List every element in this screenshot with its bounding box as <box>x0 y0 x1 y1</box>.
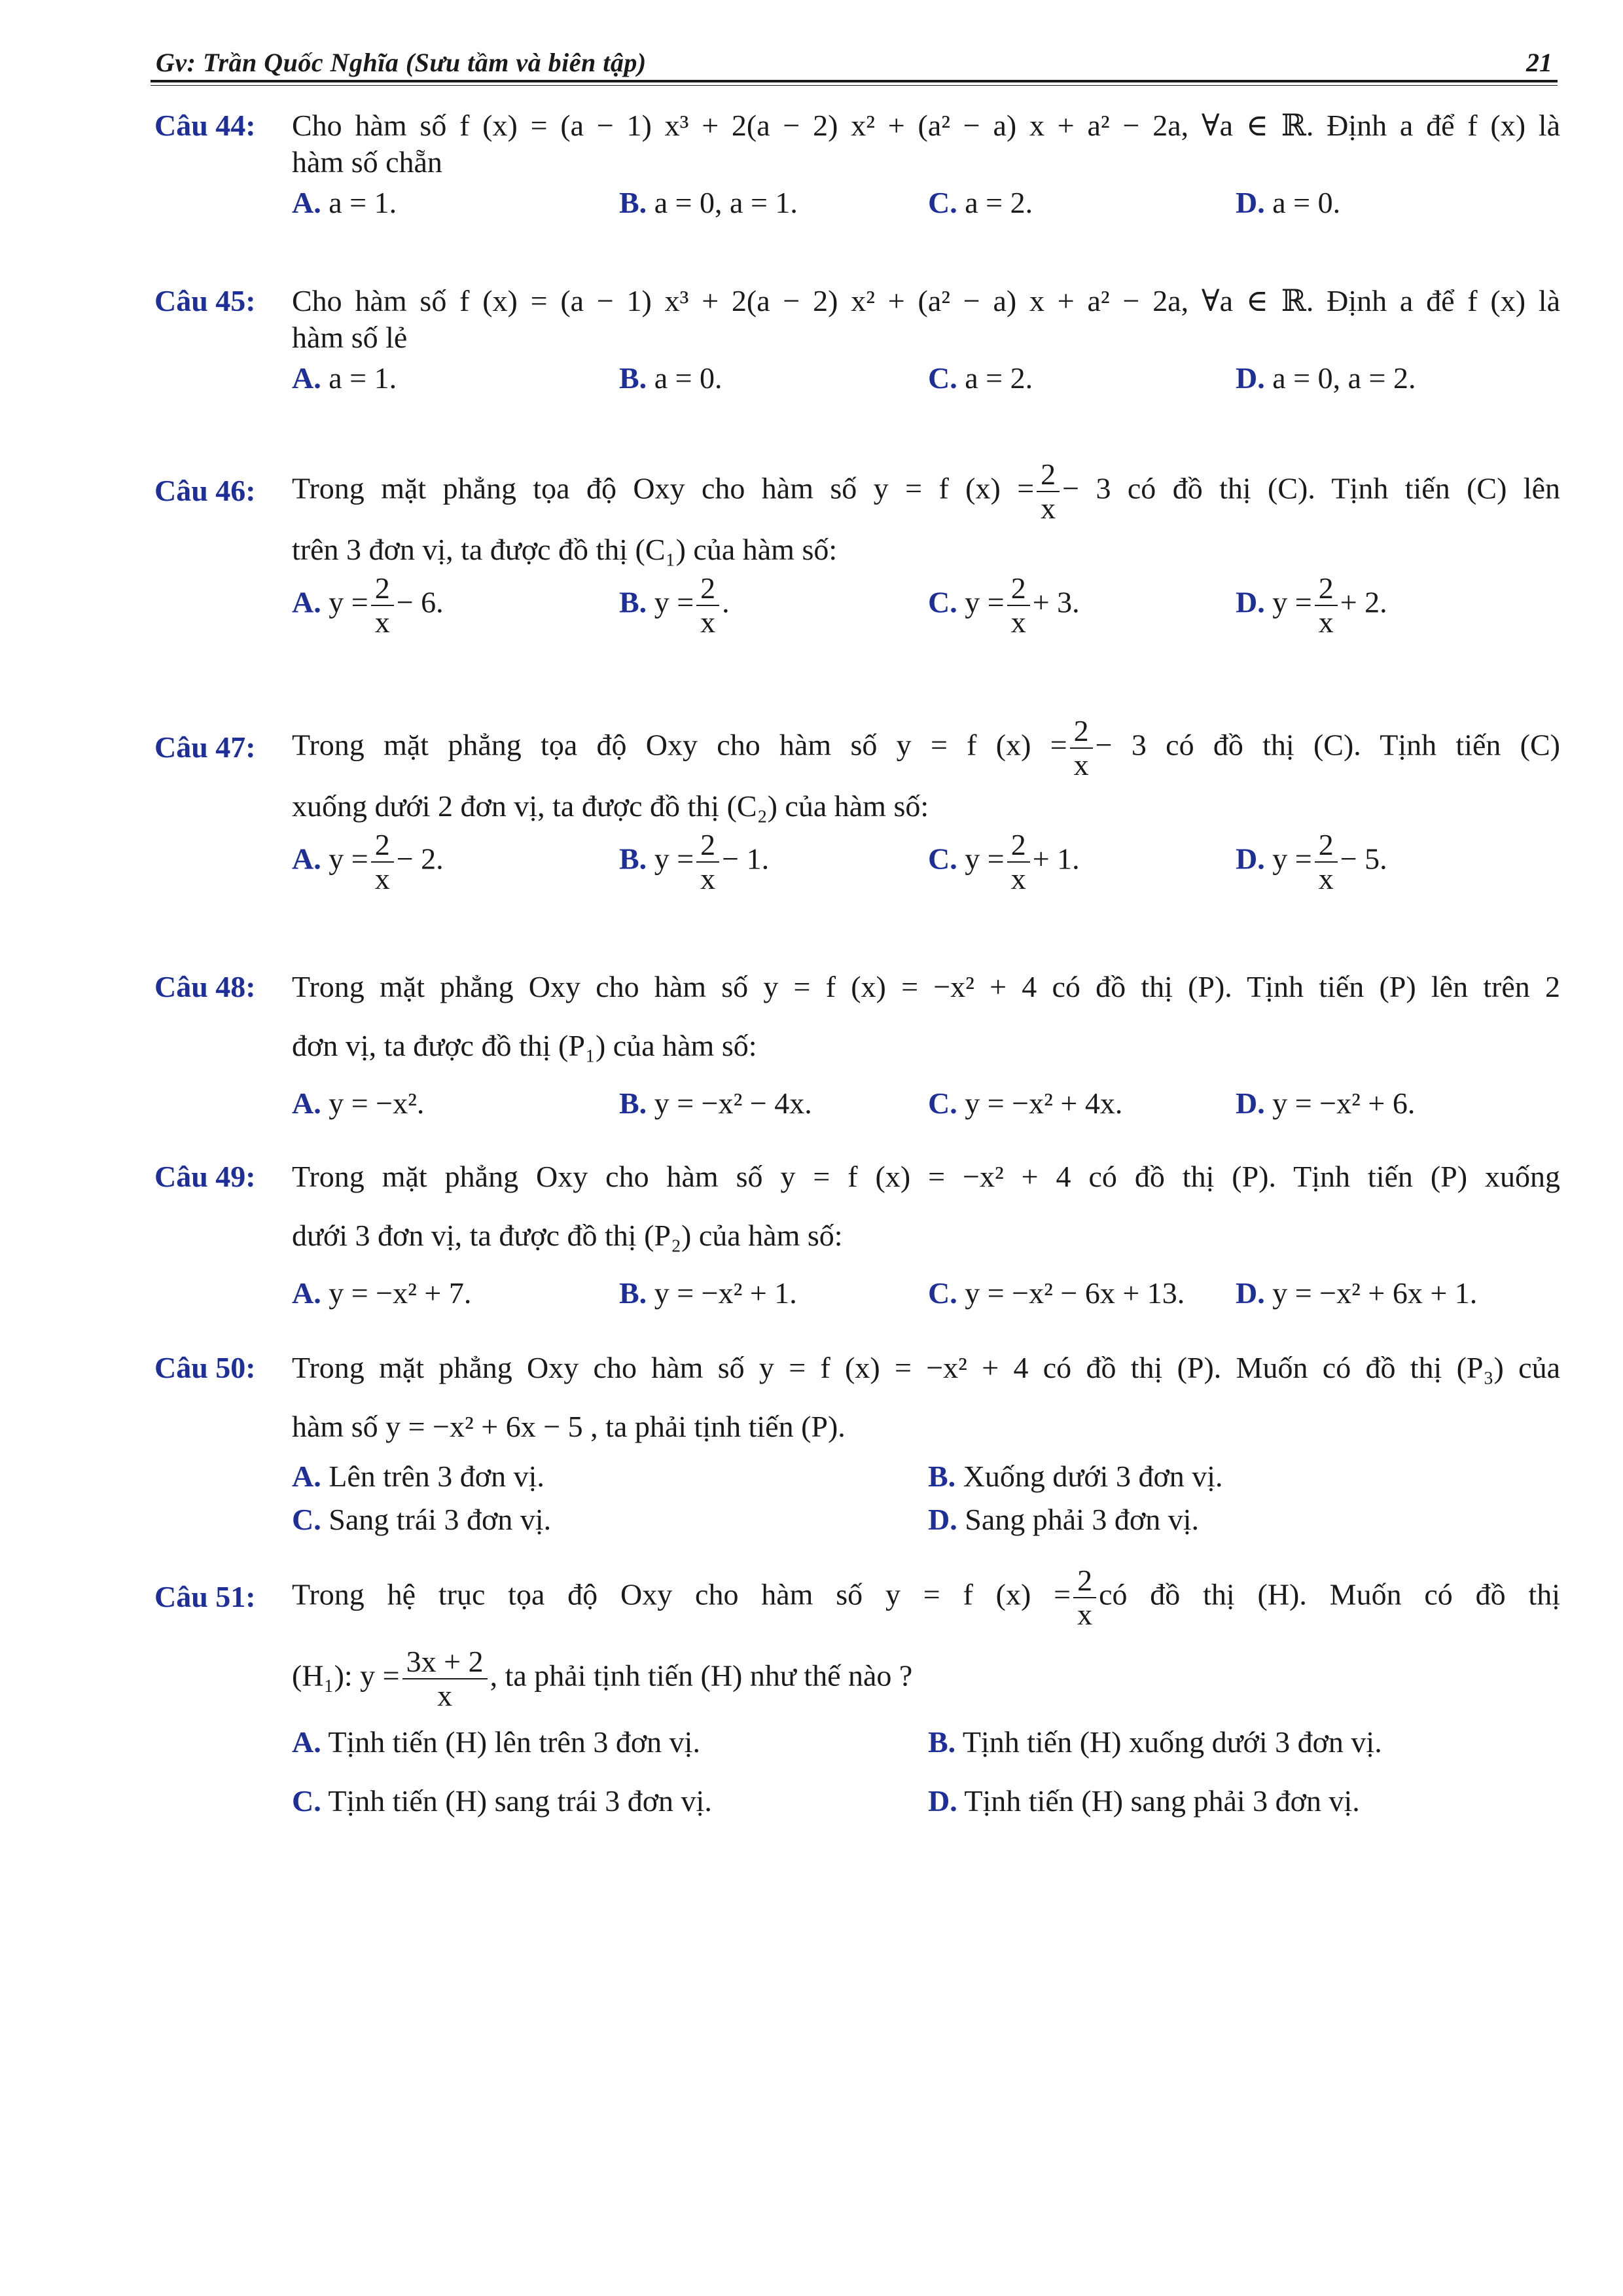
question-stem-line2: đơn vị, ta được đồ thị (P₁) của hàm số: <box>292 1029 757 1062</box>
option-b[interactable]: B. Tịnh tiến (H) xuống dưới 3 đơn vị. <box>928 1725 1382 1759</box>
question-stem: Trong mặt phẳng Oxy cho hàm số y = f (x) = −x² + 4 có đồ thị (P). Tịnh tiến (P) lên trên 2 <box>292 970 1560 1003</box>
stem-text: . Định a để f (x) là <box>1306 109 1561 142</box>
header-rule <box>151 80 1558 82</box>
question-48 <box>154 969 1560 1127</box>
question-label: Câu 48: <box>154 970 256 1003</box>
header-rule-thin <box>151 85 1558 86</box>
question-stem-line2: (H₁): y = $\frac{3x + 2}{x}$ , ta phải tịnh tiến (H) như thế nào ? <box>292 1645 913 1712</box>
question-49 <box>154 1158 1560 1317</box>
option-d[interactable]: D. Tịnh tiến (H) sang phải 3 đơn vị. <box>928 1784 1360 1818</box>
option-b[interactable]: B. y = $\frac{2}{x}$ − 1. <box>619 828 770 895</box>
question-stem-line2: hàm số lẻ <box>292 321 408 354</box>
stem-text: Cho hàm số <box>292 284 460 317</box>
option-b[interactable]: B. Xuống dưới 3 đơn vị. <box>928 1460 1223 1493</box>
option-b[interactable]: B. a = 0. <box>619 361 722 395</box>
option-a[interactable]: A. y = −x². <box>292 1086 425 1120</box>
option-c[interactable]: C. y = −x² − 6x + 13. <box>928 1276 1185 1310</box>
question-label: Câu 47: <box>154 730 256 764</box>
option-c[interactable]: C. Sang trái 3 đơn vị. <box>292 1503 552 1536</box>
question-stem-line2: dưới 3 đơn vị, ta được đồ thị (P₂) của hàm số: <box>292 1219 843 1252</box>
question-stem: Trong mặt phẳng tọa độ Oxy cho hàm số y = f (x) = $\frac{2}{x}$ − 3 có đồ thị (C). Tịnh tiến (C) <box>292 714 1561 781</box>
question-label: Câu 49: <box>154 1160 256 1193</box>
question-51 <box>154 1564 1560 1829</box>
option-a[interactable]: A. y = $\frac{2}{x}$ − 2. <box>292 828 444 895</box>
question-stem-line2: xuống dưới 2 đơn vị, ta được đồ thị (C₂) của hàm số: <box>292 789 929 823</box>
question-stem: Trong hệ trục tọa độ Oxy cho hàm số y = f (x) = $\frac{2}{x}$ có đồ thị (H). Muốn có đồ thị <box>292 1564 1560 1631</box>
option-c[interactable]: C. Tịnh tiến (H) sang trái 3 đơn vị. <box>292 1784 712 1818</box>
question-label: Câu 46: <box>154 474 256 507</box>
option-a[interactable]: A. y = −x² + 7. <box>292 1276 472 1310</box>
option-a[interactable]: A. a = 1. <box>292 186 397 219</box>
question-stem <box>292 107 1560 144</box>
stem-text: Cho hàm số <box>292 109 460 142</box>
question-45 <box>154 283 1560 402</box>
question-stem-line2: hàm số y = −x² + 6x − 5 , ta phải tịnh tiến (P). <box>292 1410 846 1443</box>
option-d[interactable]: D. a = 0, a = 2. <box>1236 361 1416 395</box>
option-d[interactable]: D. a = 0. <box>1236 186 1341 219</box>
fraction: $\frac{2}{x}$ <box>1070 715 1093 781</box>
stem-formula: f (x) = (a − 1) x³ + 2(a − 2) x² + (a² − a) x + a² − 2a, ∀a ∈ ℝ <box>459 109 1306 142</box>
question-stem-line2: trên 3 đơn vị, ta được đồ thị (C₁) của hàm số: <box>292 533 838 566</box>
fraction: $\frac{3x + 2}{x}$ <box>402 1645 488 1712</box>
option-d[interactable]: D. y = −x² + 6x + 1. <box>1236 1276 1478 1310</box>
question-50 <box>154 1350 1560 1542</box>
fraction: $\frac{2}{x}$ <box>1037 458 1060 525</box>
question-label: Câu 45: <box>154 284 256 317</box>
question-label: Câu 50: <box>154 1351 256 1384</box>
option-a[interactable]: A. Tịnh tiến (H) lên trên 3 đơn vị. <box>292 1725 700 1759</box>
question-47 <box>154 715 1560 901</box>
fraction: $\frac{2}{x}$ <box>1073 1564 1096 1631</box>
option-c[interactable]: C. a = 2. <box>928 361 1033 395</box>
stem-text: . Định a để f (x) là <box>1306 284 1561 317</box>
option-d[interactable]: D. y = −x² + 6. <box>1236 1086 1416 1120</box>
option-c[interactable]: C. a = 2. <box>928 186 1033 219</box>
option-a[interactable]: A. a = 1. <box>292 361 397 395</box>
question-44 <box>154 107 1560 226</box>
option-b[interactable]: B. y = −x² + 1. <box>619 1276 797 1310</box>
option-c[interactable]: C. y = −x² + 4x. <box>928 1086 1123 1120</box>
question-label: Câu 44: <box>154 109 256 142</box>
option-d[interactable]: D. y = $\frac{2}{x}$ − 5. <box>1236 828 1387 895</box>
option-d[interactable]: D. Sang phải 3 đơn vị. <box>928 1503 1200 1536</box>
question-label: Câu 51: <box>154 1580 256 1613</box>
stem-formula: f (x) = (a − 1) x³ + 2(a − 2) x² + (a² − a) x + a² − 2a, ∀a ∈ ℝ <box>459 284 1306 317</box>
option-d[interactable]: D. y = $\frac{2}{x}$ + 2. <box>1236 571 1387 639</box>
question-stem: Trong mặt phẳng Oxy cho hàm số y = f (x) = −x² + 4 có đồ thị (P). Tịnh tiến (P) xuống <box>292 1160 1560 1193</box>
option-b[interactable]: B. y = −x² − 4x. <box>619 1086 812 1120</box>
author-credit: Gv: Trần Quốc Nghĩa (Sưu tầm và biên tập) <box>156 48 647 77</box>
question-stem-line2: hàm số chẵn <box>292 145 442 179</box>
question-stem: Trong mặt phẳng Oxy cho hàm số y = f (x) = −x² + 4 có đồ thị (P). Muốn có đồ thị (P₃) của <box>292 1351 1560 1384</box>
option-c[interactable]: C. y = $\frac{2}{x}$ + 3. <box>928 571 1080 639</box>
page-header <box>151 45 1558 85</box>
question-stem <box>292 283 1560 319</box>
question-stem: Trong mặt phẳng tọa độ Oxy cho hàm số y = f (x) = $\frac{2}{x}$ − 3 có đồ thị (C). Tịnh tiến (C) lên <box>292 457 1560 525</box>
page-number: 21 <box>1526 48 1552 77</box>
option-a[interactable]: A. Lên trên 3 đơn vị. <box>292 1460 544 1493</box>
question-46 <box>154 458 1560 644</box>
option-a[interactable]: A. y = $\frac{2}{x}$ − 6. <box>292 571 444 639</box>
option-b[interactable]: B. a = 0, a = 1. <box>619 186 798 219</box>
option-b[interactable]: B. y = $\frac{2}{x}$ . <box>619 571 730 639</box>
option-c[interactable]: C. y = $\frac{2}{x}$ + 1. <box>928 828 1080 895</box>
